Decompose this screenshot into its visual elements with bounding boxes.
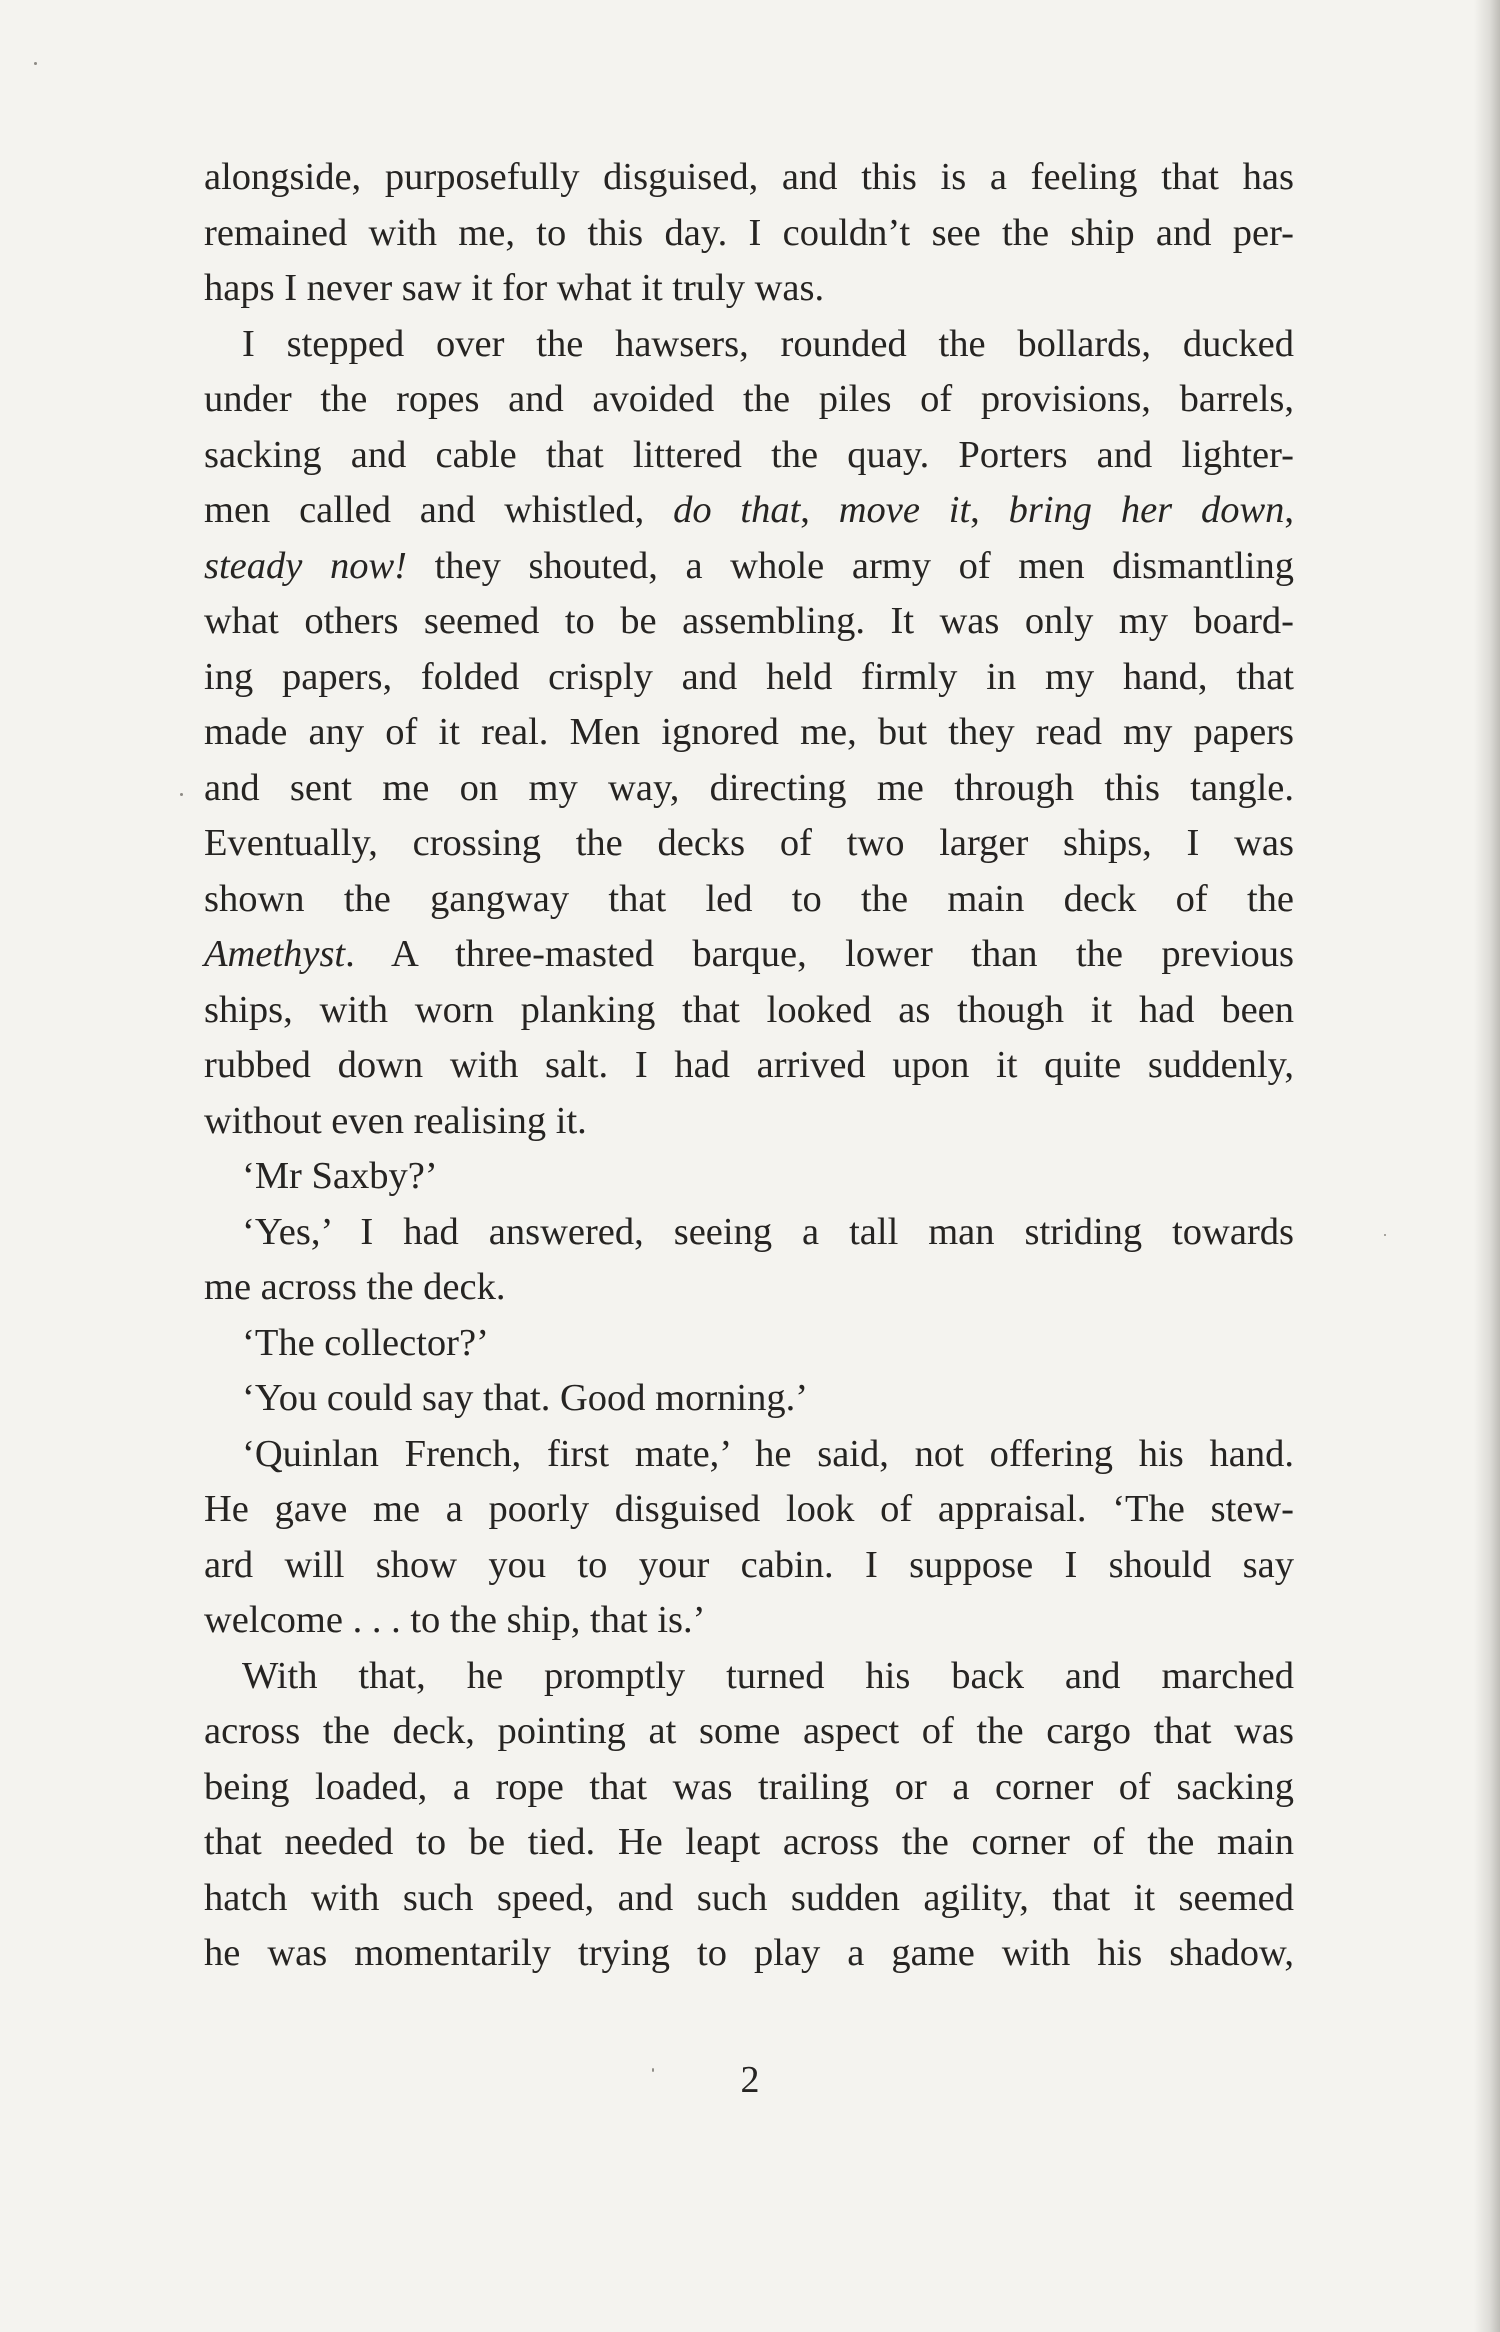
text-line: ‘Quinlan French, first mate,’ he said, not offering his hand. bbox=[242, 1432, 1294, 1475]
text-line: ships, with worn planking that looked as though it had been bbox=[204, 988, 1294, 1031]
text-line: With that, he promptly turned his back and marched bbox=[242, 1654, 1294, 1697]
paper-speck bbox=[1384, 1234, 1386, 1236]
italic-phrase: steady now! bbox=[204, 544, 407, 587]
text-line: hatch with such speed, and such sudden agility, that it seemed bbox=[204, 1876, 1294, 1919]
text-line bbox=[204, 927, 1294, 983]
text-line: and sent me on my way, directing me through this tangle. bbox=[204, 766, 1294, 809]
text-line: he was momentarily trying to play a game with his shadow, bbox=[204, 1932, 1294, 1974]
text-run: they shouted, a whole army of men dismantling bbox=[406, 544, 1294, 587]
text-line: ‘You could say that. Good morning.’ bbox=[242, 1377, 809, 1419]
text-line bbox=[204, 539, 1294, 595]
text-run: men called and whistled, bbox=[204, 489, 674, 531]
text-line: being loaded, a rope that was trailing or a corner of sacking bbox=[204, 1765, 1294, 1808]
text-line: ‘The collector?’ bbox=[242, 1321, 489, 1364]
text-line: ard will show you to your cabin. I suppose I should say bbox=[204, 1543, 1294, 1586]
paper-speck bbox=[180, 793, 183, 796]
text-line: remained with me, to this day. I couldn’t see the ship and per- bbox=[204, 211, 1294, 254]
text-line: I stepped over the hawsers, rounded the bollards, ducked bbox=[242, 322, 1294, 365]
page-edge-shadow bbox=[1474, 0, 1500, 2332]
text-line: made any of it real. Men ignored me, but they read my papers bbox=[204, 711, 1294, 753]
text-line: across the deck, pointing at some aspect of the cargo that was bbox=[204, 1710, 1294, 1752]
italic-phrase: bring her down bbox=[1008, 489, 1285, 531]
text-line: ‘Yes,’ I had answered, seeing a tall man striding towards bbox=[242, 1210, 1294, 1253]
text-line: rubbed down with salt. I had arrived upon it quite suddenly, bbox=[204, 1044, 1294, 1086]
text-run: , bbox=[800, 489, 839, 531]
text-line: without even realising it. bbox=[204, 1099, 587, 1142]
text-line: Eventually, crossing the decks of two larger ships, I was bbox=[204, 822, 1294, 864]
text-line: He gave me a poorly disguised look of appraisal. ‘The stew- bbox=[204, 1488, 1294, 1530]
italic-phrase: Amethyst bbox=[204, 933, 346, 975]
paper-speck bbox=[652, 2068, 654, 2072]
text-line: what others seemed to be assembling. It was only my board- bbox=[204, 600, 1294, 642]
text-line: ‘Mr Saxby?’ bbox=[242, 1155, 438, 1197]
text-line: shown the gangway that led to the main deck of the bbox=[204, 877, 1294, 920]
text-line: haps I never saw it for what it truly was. bbox=[204, 267, 825, 309]
text-line: sacking and cable that littered the quay. Porters and lighter- bbox=[204, 433, 1294, 476]
text-run: . A three-masted barque, lower than the previous bbox=[345, 933, 1294, 975]
page-number: 2 bbox=[740, 2059, 760, 2101]
text-line: alongside, purposefully disguised, and this is a feeling that has bbox=[204, 156, 1294, 198]
paper-speck bbox=[34, 62, 37, 65]
body-text bbox=[204, 150, 1294, 1982]
text-line: that needed to be tied. He leapt across the corner of the main bbox=[204, 1821, 1294, 1863]
text-line: me across the deck. bbox=[204, 1266, 506, 1308]
italic-phrase: move it bbox=[838, 489, 971, 531]
text-line bbox=[204, 483, 1294, 539]
italic-phrase: do that bbox=[673, 489, 801, 531]
text-run: , bbox=[1284, 489, 1295, 531]
text-line: ing papers, folded crisply and held firmly in my hand, that bbox=[204, 655, 1294, 698]
text-run: , bbox=[970, 489, 1009, 531]
text-line: under the ropes and avoided the piles of provisions, barrels, bbox=[204, 378, 1294, 420]
text-line: welcome . . . to the ship, that is.’ bbox=[204, 1599, 706, 1641]
